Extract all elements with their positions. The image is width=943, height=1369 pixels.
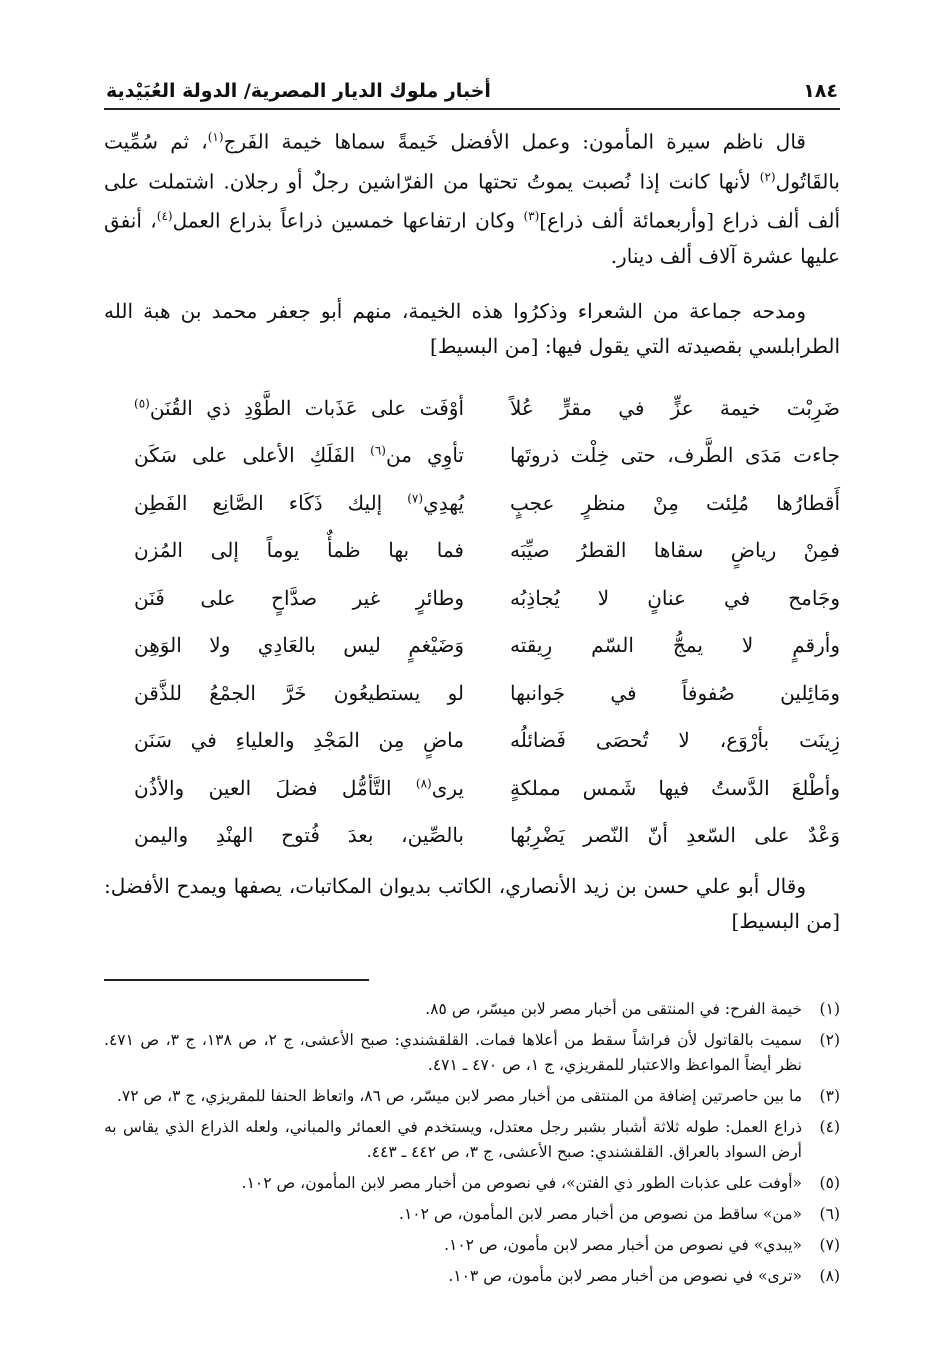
footnote-number: (٢) (819, 1030, 840, 1049)
footnote (104, 1233, 840, 1258)
second-hemistich (134, 586, 464, 610)
verse (104, 431, 840, 479)
footnote-number: (١) (819, 999, 840, 1018)
first-hemistich: زِينَت بأرْوَع، لا تُحصَى فَضائلُه (510, 728, 840, 753)
first-hemistich: وأطْلعَ الدَّستُ فيها شَمس مملكةٍ (510, 775, 840, 800)
page-number: ١٨٤ (803, 80, 838, 102)
footnote-divider (104, 979, 369, 981)
text: الفَلَكِ الأعلى على سَكَن (134, 443, 371, 468)
footnote-ref[interactable]: (٧) (407, 491, 424, 506)
text: إليك ذَكَاء الصَّانِع الفَطِن (134, 490, 408, 515)
second-hemistich (134, 776, 464, 800)
first-hemistich: ومَائِلين صُفوفاً في جَوانبها (510, 680, 840, 705)
verse (104, 764, 840, 812)
verse (104, 669, 840, 717)
footnote-text: «من» ساقط من نصوص من أخبار مصر لابن المأمون، ص ١٠٢. (399, 1204, 802, 1223)
footnote-ref[interactable]: (١) (207, 130, 224, 144)
text: وطائرٍ غير صدَّاحٍ على فَنَن (134, 585, 464, 610)
verse (104, 526, 840, 574)
footnote-text: ما بين حاصرتين إضافة من المنتقى من أخبار مصر لابن ميسّر، ص ٨٦، واتعاظ الحنفا للمقريزي، ج ٣، ص ٧٢. (116, 1086, 802, 1105)
footnote-ref[interactable]: (٦) (370, 443, 386, 458)
text: أوْفَت على عَذَبات الطَّوْدِ ذي القُنَن (149, 395, 464, 420)
book-page (104, 80, 840, 1295)
second-hemistich (134, 538, 464, 562)
first-hemistich: جاءت مَدَى الطَّرف، حتى خِلْت ذروتَها (510, 443, 840, 468)
footnote-number: (٧) (819, 1235, 840, 1254)
footnotes (104, 997, 840, 1289)
footnote-ref[interactable]: (٢) (759, 169, 776, 184)
text: وكان ارتفاعها خمسين ذراعاً بذراع العمل (172, 208, 524, 233)
footnote-number: (٥) (819, 1173, 840, 1192)
second-hemistich (134, 823, 464, 847)
footnote-ref[interactable]: (٥) (134, 396, 150, 411)
first-hemistich: وأرقمٍ لا يمجُّ السّم رِيقته (510, 633, 840, 658)
footnote-text: «ترى» في نصوص من أخبار مصر لابن مأمون، ص ١٠٣. (448, 1266, 802, 1285)
closing-paragraph: وقال أبو علي حسن بن زيد الأنصاري، الكاتب بديوان المكاتبات، يصفها ويمدح الأفضل: [من البسيط] (104, 873, 840, 933)
second-hemistich (134, 728, 464, 752)
footnote (104, 1084, 840, 1109)
verse (104, 621, 840, 669)
footnote (104, 1264, 840, 1289)
running-header (104, 80, 840, 110)
text: فما بها ظمأٌ يوماً إلى المُزن (134, 538, 464, 563)
footnote-ref[interactable]: (٨) (415, 776, 432, 791)
first-hemistich: ضَرِبْت خيمة عزٍّ في مقرٍّ عُلاً (510, 395, 840, 420)
paragraph-1 (104, 120, 840, 274)
text: بالصِّين، بعدَ فُتوح الهنْدِ واليمن (134, 823, 464, 848)
text: لو يستطيعُون خَرَّ الجمْعُ للذَّقن (134, 680, 464, 705)
footnote-ref[interactable]: (٤) (156, 209, 173, 224)
second-hemistich (134, 633, 464, 657)
first-hemistich: أَقطارُها مُلِئت مِنْ منظرٍ عجبٍ (510, 490, 840, 515)
second-hemistich (134, 681, 464, 705)
text: وَضَيْغمٍ ليس بالعَادِي ولا الوَهِن (134, 633, 464, 658)
text: ماضٍ مِن المَجْدِ والعلياءِ في سَنَن (134, 728, 464, 753)
verse (104, 574, 840, 622)
running-title: أخبار ملوك الديار المصرية/ الدولة العُبَيْدية (106, 80, 491, 102)
first-hemistich: فمِنْ رياضٍ سقاها القطرُ صيِّبَه (510, 538, 840, 563)
footnote (104, 1171, 840, 1196)
footnote (104, 1202, 840, 1227)
footnote-text: «أوفت على عذبات الطور ذي الفتن»، في نصوص من أخبار مصر لابن المأمون، ص ١٠٢. (241, 1173, 802, 1192)
text: ، ثم سُمِّيت بالقَاتُول (104, 129, 840, 194)
footnote-number: (٦) (819, 1204, 840, 1223)
footnote-number: (٣) (819, 1086, 840, 1105)
second-hemistich (134, 396, 464, 420)
text: ، أنفق عليها عشرة آلاف ألف دينار. (104, 208, 840, 268)
text: لأنها كانت إذا نُصبت يموتُ تحتها من الفرّاشين رجلٌ أو رجلان. اشتملت على ألف ألف ذراع [وأربعمائة ألف ذراع] (104, 169, 840, 233)
footnote-ref[interactable]: (٣) (523, 209, 540, 224)
first-hemistich: وجَامح في عنانٍ لا يُجاذِبُه (510, 585, 840, 610)
second-hemistich (134, 491, 464, 515)
paragraph-2: ومدحه جماعة من الشعراء وذكرُوا هذه الخيمة، منهم أبو جعفر محمد بن هبة الله الطرابلسي بقصيدته التي يقول فيها: [من البسيط] (104, 298, 840, 358)
footnote-text: سميت بالقاتول لأن فراشاً سقط من أعلاها فمات. القلقشندي: صبح الأعشى، ج ٢، ص ١٣٨، ج ٣، ص ٤٧١. نظر أيضاً المواعظ والاعتبار للمقريزي، ج ١، ص ٤٧٠ ـ ٤٧١. (104, 1030, 802, 1074)
verse (104, 384, 840, 432)
first-hemistich: وَعْدٌ على السّعدِ أنّ النّصر يَضْرِبُها (510, 823, 840, 848)
footnote-text: خيمة الفرح: في المنتقى من أخبار مصر لابن ميسّر، ص ٨٥. (425, 999, 802, 1018)
footnote (104, 997, 840, 1022)
verse (104, 811, 840, 859)
second-hemistich (134, 443, 464, 467)
footnote-text: ذراع العمل: طوله ثلاثة أشبار بشبر رجل معتدل، ويستخدم في العمائر والمباني، ولعله الذراع الذي يقاس به أرض السواد بالعراق. القلقشندي: صبح الأعشى، ج ٣، ص ٤٤٢ ـ ٤٤٣. (104, 1117, 802, 1161)
verse (104, 479, 840, 527)
footnote (104, 1115, 840, 1165)
text: التَّأمُّل فضلَ العين والأذُن (134, 775, 416, 800)
text: تأوِي من (385, 443, 464, 468)
poem (104, 384, 840, 859)
footnote (104, 1028, 840, 1078)
footnote-number: (٨) (819, 1266, 840, 1285)
footnote-text: «يبدي» في نصوص من أخبار مصر لابن مأمون، ص ١٠٢. (444, 1235, 802, 1254)
text: يُهدِي (423, 490, 464, 515)
footnote-number: (٤) (819, 1117, 840, 1136)
text: يرى (431, 775, 464, 800)
text: قال ناظم سيرة المأمون: وعمل الأفضل خَيمةً سماها خيمة الفَرج (223, 129, 806, 154)
verse (104, 716, 840, 764)
